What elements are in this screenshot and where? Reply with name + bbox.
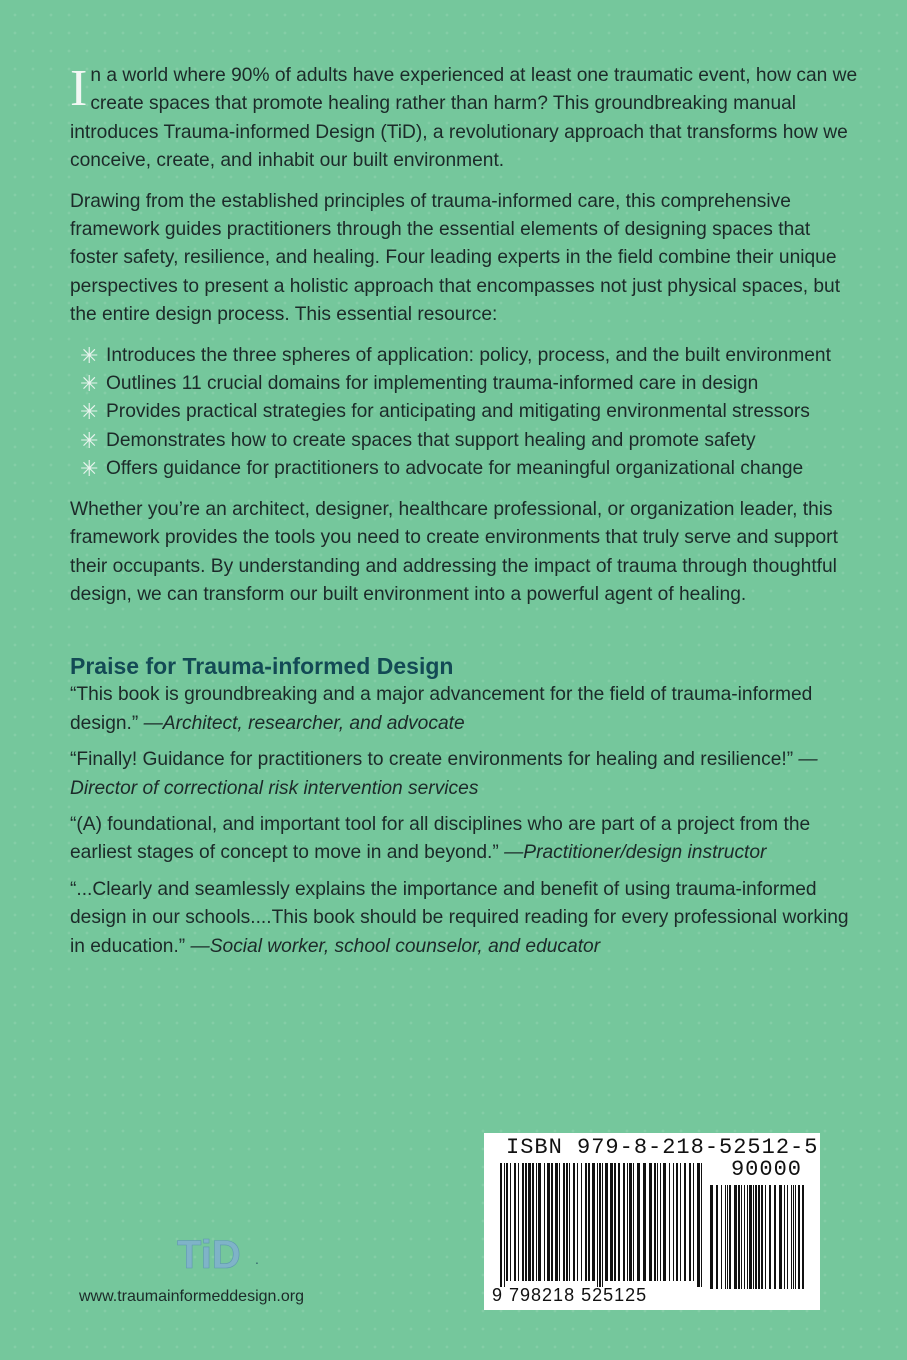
barcode-bar [802, 1185, 804, 1289]
barcode-bar [614, 1163, 616, 1281]
barcode-bar [605, 1163, 608, 1281]
isbn-barcode [484, 1133, 820, 1310]
barcode-bar [779, 1185, 782, 1289]
barcode-bar [566, 1163, 568, 1281]
barcode-bar [755, 1185, 757, 1289]
website-link[interactable]: www.traumainformeddesign.org [79, 1288, 304, 1305]
isbn-label: ISBN 979-8-218-52512-5 [506, 1135, 819, 1160]
asterisk-icon: ✳ [80, 427, 99, 453]
barcode-bar [514, 1163, 516, 1281]
barcode-bar [623, 1163, 625, 1281]
barcode-bar [547, 1163, 550, 1281]
barcode-bar [592, 1163, 595, 1281]
barcode-bar [795, 1185, 796, 1289]
barcode-bar [716, 1185, 718, 1289]
intro-text: n a world where 90% of adults have experienced at least one traumatic event, how can we create spaces that promote healing rather than harm? This groundbreaking manual introduces Trauma-informed Design (TiD), a revolutionary approach that transforms how we conceive, create, and inhabit our built environment. [70, 65, 858, 172]
barcode-bar [573, 1163, 575, 1281]
list-item: ✳ Outlines 11 crucial domains for implementing trauma-informed care in design [106, 370, 860, 398]
praise-quote: “This book is groundbreaking and a major advancement for the field of trauma-informed design.” —Architect, researcher, and advocate [70, 684, 813, 734]
barcode-bar [610, 1163, 613, 1281]
barcode-bar [654, 1163, 656, 1281]
barcode-bar [660, 1163, 661, 1281]
intro-paragraph [70, 62, 860, 176]
barcode-bar [563, 1163, 565, 1281]
barcode-bar [500, 1163, 502, 1287]
barcode-bar [798, 1185, 800, 1289]
barcode-bar [697, 1163, 700, 1287]
list-item: ✳ Introduces the three spheres of application: policy, process, and the built environment [106, 342, 860, 370]
praise-heading: Praise for Trauma-informed Design [70, 653, 454, 680]
barcode-bar [599, 1163, 601, 1287]
barcode-bar [585, 1163, 587, 1281]
barcode-bar [532, 1163, 534, 1281]
quote-attribution: —Practitioner/design instructor [504, 842, 767, 864]
barcode-bar [701, 1163, 702, 1287]
barcode-bar [618, 1163, 620, 1281]
closing-paragraph: Whether you’re an architect, designer, healthcare professional, or organization leader, this framework provides the tools you need to create environments that truly serve and support their occupants. By understanding and addressing the impact of trauma through thoughtful design, we can transform our built environment into a powerful agent of healing. [70, 498, 838, 605]
description-paragraph: Drawing from the established principles of trauma-informed care, this comprehensive framework guides practitioners through the essential elements of designing spaces that foster safety, resilience, and healing. Four leading experts in the field combine their unique perspectives to present a holistic approach that encompasses not just physical spaces, but the entire design process. This essential resource: [70, 190, 841, 326]
barcode-bar [510, 1163, 511, 1281]
barcode-bar [784, 1185, 785, 1289]
barcode-bar [684, 1163, 686, 1281]
barcode-bar [669, 1163, 670, 1281]
barcode-bar [793, 1185, 794, 1289]
barcode-bar [734, 1185, 737, 1289]
barcode-bar [559, 1163, 560, 1281]
barcode-bar [581, 1163, 582, 1281]
barcode-bar [689, 1163, 691, 1281]
barcode-bar [721, 1185, 722, 1289]
barcode-bar [729, 1185, 731, 1289]
barcode-bar [673, 1163, 674, 1281]
back-cover-text [70, 62, 860, 961]
barcode-bar [676, 1163, 678, 1281]
barcode-bar [525, 1163, 527, 1281]
barcode-bar [657, 1163, 658, 1281]
barcode-bar [738, 1185, 740, 1289]
barcode-bar [555, 1163, 558, 1281]
barcode-bar [725, 1185, 726, 1289]
barcode-bar [747, 1185, 748, 1289]
barcode-bar [741, 1185, 742, 1289]
barcode-bar [602, 1163, 603, 1287]
barcode-bar [588, 1163, 590, 1281]
list-item: ✳ Demonstrates how to create spaces that support healing and promote safety [106, 427, 860, 455]
barcode-bar [536, 1163, 537, 1281]
barcode-bar [727, 1185, 728, 1289]
barcode-bar [597, 1163, 598, 1287]
asterisk-icon: ✳ [80, 399, 99, 425]
quote-attribution: —Architect, researcher, and advocate [143, 712, 465, 734]
barcode-bar [504, 1163, 505, 1287]
list-item: ✳ Provides practical strategies for anticipating and mitigating environmental stressors [106, 398, 860, 426]
barcode-bar [518, 1163, 519, 1281]
barcode-bar [710, 1185, 713, 1289]
barcode-bar [791, 1185, 792, 1289]
barcode-bar [749, 1185, 752, 1289]
barcode-bar [637, 1163, 640, 1281]
asterisk-icon: ✳ [80, 456, 99, 482]
logo-mark: . [255, 1251, 259, 1267]
barcode-bar [649, 1163, 652, 1281]
logo-text: TiD [177, 1233, 241, 1277]
barcode-bar [538, 1163, 541, 1281]
features-list [80, 342, 860, 484]
barcode-bar [774, 1185, 776, 1289]
barcode-bar [758, 1185, 760, 1289]
drop-cap: I [70, 60, 88, 117]
barcode-bar [769, 1185, 771, 1289]
barcode-bar [680, 1163, 681, 1281]
barcode-bar [744, 1185, 745, 1289]
barcode-bar [522, 1163, 524, 1281]
asterisk-icon: ✳ [80, 371, 99, 397]
praise-quote: “...Clearly and seamlessly explains the importance and benefit of using trauma-informed design in our schools....This book should be required reading for every professional working in education.” —Social worker, school counselor, and educator [70, 878, 849, 957]
barcode-bar [643, 1163, 646, 1281]
praise-quote: “Finally! Guidance for practitioners to create environments for healing and resilience!” —Director of correctional risk intervention services [70, 749, 818, 799]
price-addon-label: 90000 [730, 1157, 802, 1182]
barcode-bar [753, 1185, 754, 1289]
barcode-bar [528, 1163, 531, 1281]
barcode-bar [787, 1185, 788, 1289]
list-item: ✳ Offers guidance for practitioners to advocate for meaningful organizational change [106, 455, 860, 483]
barcode-bar [551, 1163, 553, 1281]
praise-quote: “(A) foundational, and important tool for all disciplines who are part of a project from the earliest stages of concept to move in and beyond.” —Practitioner/design instructor [70, 813, 811, 864]
barcode-bar [569, 1163, 570, 1281]
barcode-bar [765, 1185, 766, 1289]
barcode-bar [506, 1163, 508, 1281]
barcode-bar [544, 1163, 545, 1281]
barcode-bar [629, 1163, 632, 1281]
barcode-bar [577, 1163, 578, 1281]
asterisk-icon: ✳ [80, 342, 99, 368]
isbn-digits: 9 798218 525125 [492, 1285, 648, 1305]
quote-attribution: —Director of correctional risk intervention services [70, 749, 818, 799]
tid-logo [175, 1228, 275, 1278]
barcode-bar [627, 1163, 628, 1281]
barcode-bar [761, 1185, 763, 1289]
barcode-bar [663, 1163, 666, 1281]
quote-attribution: —Social worker, school counselor, and educator [190, 935, 601, 957]
barcode-bar [633, 1163, 634, 1281]
barcode-bar [693, 1163, 694, 1281]
